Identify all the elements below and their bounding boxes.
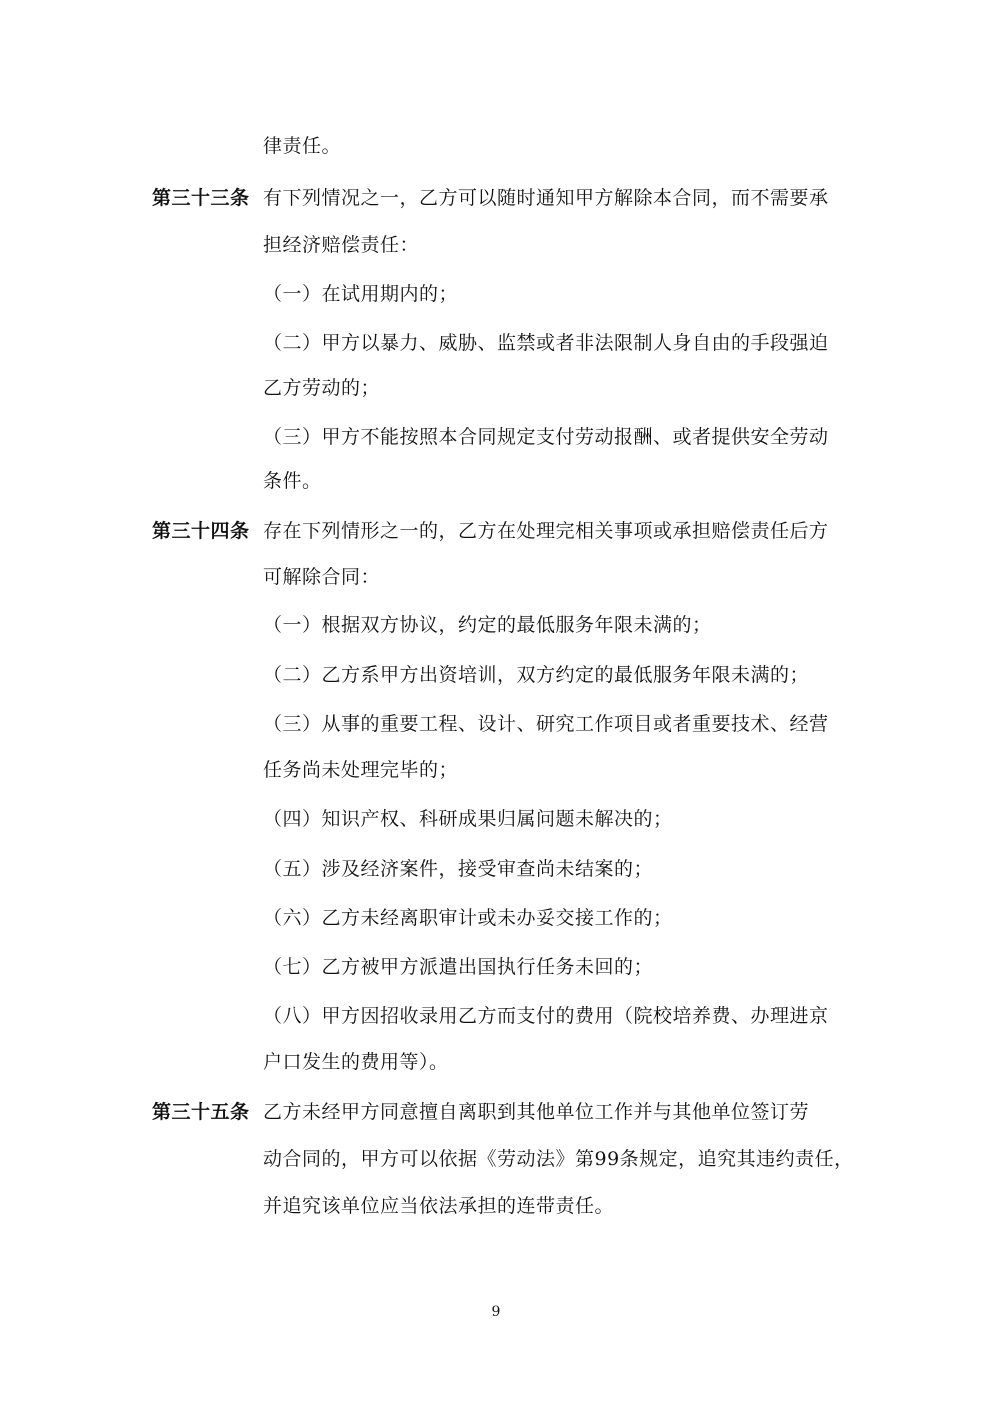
article-33-text-line-1: 有下列情况之一，乙方可以随时通知甲方解除本合同，而不需要承 — [263, 187, 829, 209]
article-34-item-2: （二）乙方系甲方出资培训，双方约定的最低服务年限未满的； — [263, 664, 810, 686]
article-34-item-3-line-2: 任务尚未处理完毕的； — [263, 759, 459, 781]
article-34-item-8-line-2: 户口发生的费用等）。 — [263, 1051, 449, 1073]
article-33-item-3-line-1: （三）甲方不能按照本合同规定支付劳动报酬、或者提供安全劳动 — [263, 426, 829, 448]
article-33-heading: 第三十三条 — [152, 187, 250, 209]
article-35-heading: 第三十五条 — [152, 1101, 250, 1123]
article-33-item-1: （一）在试用期内的； — [263, 283, 459, 305]
article-33-item-2-line-1: （二）甲方以暴力、威胁、监禁或者非法限制人身自由的手段强迫 — [263, 332, 829, 354]
page-number: 9 — [491, 1304, 501, 1320]
article-33-item-3-line-2: 条件。 — [263, 470, 322, 492]
article-34-item-6: （六）乙方未经离职审计或未办妥交接工作的； — [263, 907, 673, 929]
article-35-text-line-1: 乙方未经甲方同意擅自离职到其他单位工作并与其他单位签订劳 — [263, 1101, 810, 1123]
article-34-heading: 第三十四条 — [152, 520, 250, 542]
article-35-text-line-3: 并追究该单位应当依法承担的连带责任。 — [263, 1195, 615, 1217]
article-34-item-3-line-1: （三）从事的重要工程、设计、研究工作项目或者重要技术、经营 — [263, 713, 829, 735]
article-34-text-line-1: 存在下列情形之一的，乙方在处理完相关事项或承担赔偿责任后方 — [263, 520, 829, 542]
intro-tail-line: 律责任。 — [263, 135, 342, 157]
article-34-item-5: （五）涉及经济案件，接受审查尚未结案的； — [263, 858, 654, 880]
article-33-text-line-2: 担经济赔偿责任： — [263, 234, 420, 256]
article-35-text-line-2: 动合同的，甲方可以依据《劳动法》第99条规定，追究其违约责任， — [263, 1148, 854, 1170]
article-34-item-4: （四）知识产权、科研成果归属问题未解决的； — [263, 808, 673, 830]
article-34-item-1: （一）根据双方协议，约定的最低服务年限未满的； — [263, 614, 712, 636]
article-33-item-2-line-2: 乙方劳动的； — [263, 377, 381, 399]
article-34-item-8-line-1: （八）甲方因招收录用乙方而支付的费用（院校培养费、办理进京 — [263, 1005, 829, 1027]
article-34-item-7: （七）乙方被甲方派遣出国执行任务未回的； — [263, 956, 654, 978]
article-34-text-line-2: 可解除合同： — [263, 566, 381, 588]
